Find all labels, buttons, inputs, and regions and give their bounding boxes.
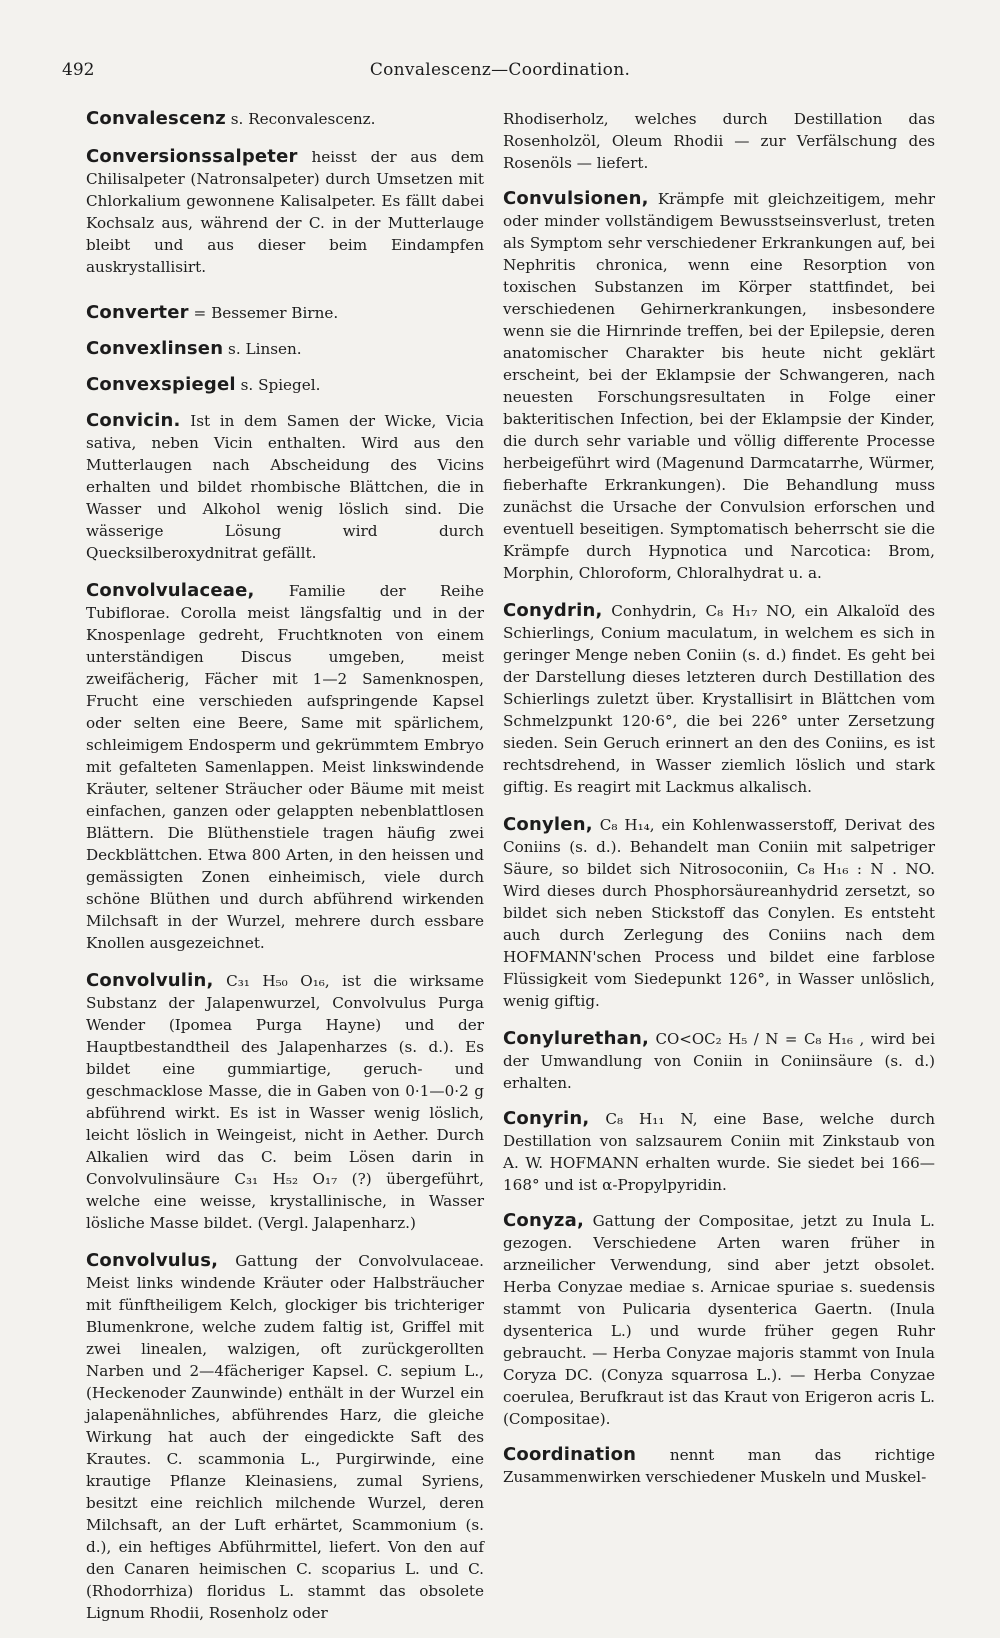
entry-text: CO<OC₂ H₅ / N = C₈ H₁₆ , wird bei der Umwandlung von Coniin in Coniinsäure (s. d.) erhalten. xyxy=(503,1030,935,1092)
entry-convicin xyxy=(86,410,484,564)
entry-text: s. Reconvalescenz. xyxy=(225,110,376,128)
entry-conyza xyxy=(503,1210,935,1430)
entry-conylurethan xyxy=(503,1028,935,1094)
entry-text: C₃₁ H₅₀ O₁₆, ist die wirksame Substanz der Jalapenwurzel, Convolvulus Purga Wender (Ipomea Purga Hayne) und der Hauptbestandtheil des Jalapenharzes (s. d.). Es bildet eine gummiartige, geruch- und geschmacklose Masse, die in Gaben von 0·1—0·2 g abführend wirkt. Es ist in Wasser wenig löslich, leicht löslich in Weingeist, nicht in Aether. Durch Alkalien wird das C. beim Lösen darin in Convolvulinsäure C₃₁ H₅₂ O₁₇ (?) übergeführt, welche eine weisse, krystallinische, in Wasser lösliche Masse bildet. (Vergl. Jalapenharz.) xyxy=(86,972,484,1232)
entry-text: Krämpfe mit gleichzeitigem, mehr oder minder vollständigem Bewusstseinsverlust, treten als Symptom sehr verschiedener Erkrankungen auf, bei Nephritis chronica, wenn eine Resorption von toxischen Substanzen im Körper stattfindet, bei verschiedenen Gehirnerkrankungen, insbesondere wenn sie die Hirnrinde treffen, bei der Epilepsie, deren anatomischer Charakter bis heute nicht geklärt erscheint, bei der Eklampsie der Schwangeren, nach neuesten Forschungsresultaten in Folge einer bakteritischen Infection, bei der Eklampsie der Kinder, die durch sehr variable und völlig differente Processe herbeigeführt wird (Magenund Darmcatarrhe, Würmer, fieberhafte Erkrankungen). Die Behandlung muss zunächst die Ursache der Convulsion erforschen und eventuell beseitigen. Symptomatisch beherrscht sie die Krämpfe durch Hypnotica und Narcotica: Brom, Morphin, Chloroform, Chloralhydrat u. a. xyxy=(503,190,935,582)
headword: Convulsionen, xyxy=(503,188,649,209)
entry-convexlinsen xyxy=(86,338,484,360)
headword: Convolvulaceae, xyxy=(86,580,255,601)
running-title: Convalescenz—Coordination. xyxy=(369,60,631,80)
entry-text: C₈ H₁₁ N, eine Base, welche durch Destillation von salzsaurem Coniin mit Zinkstaub von A. W. HOFMANN erhalten wurde. Sie siedet bei 166—168° und ist α-Propylpyridin. xyxy=(503,1110,935,1194)
entry-text: s. Linsen. xyxy=(223,340,302,358)
page-number: 492 xyxy=(62,60,95,80)
entry-text: heisst der aus dem Chilisalpeter (Natronsalpeter) durch Umsetzen mit Chlorkalium gewonnene Kalisalpeter. Es fällt dabei Kochsalz aus, während der C. in der Mutterlauge bleibt und aus dieser beim Eindampfen auskrystallisirt. xyxy=(86,148,484,276)
entry-text: = Bessemer Birne. xyxy=(188,304,339,322)
headword: Converter xyxy=(86,302,189,323)
headword: Convicin. xyxy=(86,410,181,431)
headword: Conylen, xyxy=(503,814,593,835)
headword: Convexlinsen xyxy=(86,338,224,359)
entry-conylen xyxy=(503,814,935,1012)
headword: Convalescenz xyxy=(86,108,226,129)
headword: Conyrin, xyxy=(503,1108,590,1129)
entry-text: Familie der Reihe Tubiflorae. Corolla meist längsfaltig und in der Knospenlage gedreht, Fruchtknoten von einem unterständigen Discus umgeben, meist zweifächerig, Fächer mit 1—2 Samenknospen, Frucht eine verschieden aufspringende Kapsel oder selten eine Beere, Same mit spärlichem, schleimigem Endosperm und gekrümmtem Embryo mit gefalteten Samenlappen. Meist linkswindende Kräuter, seltener Sträucher oder Bäume mit meist einfachen, ganzen oder gelappten nebenblattlosen Blättern. Die Blüthenstiele tragen häufig zwei Deckblättchen. Etwa 800 Arten, in den heissen und gemässigten Zonen einheimisch, viele durch schöne Blüthen und durch abführend wirkenden Milchsaft in der Wurzel, mehrere durch essbare Knollen ausgezeichnet. xyxy=(86,582,484,952)
headword: Convexspiegel xyxy=(86,374,236,395)
page-header xyxy=(0,60,1000,86)
left-column xyxy=(86,108,484,1638)
entry-convexspiegel xyxy=(86,374,484,396)
entry-text: C₈ H₁₄, ein Kohlenwasserstoff, Derivat des Coniins (s. d.). Behandelt man Coniin mit salpetriger Säure, so bildet sich Nitrosoconiin, C₈ H₁₆ : N . NO. Wird dieses durch Phosphorsäureanhydrid zersetzt, so bildet sich neben Stickstoff das Conylen. Es entsteht auch durch Zerlegung des Coniins nach dem HOFMANN'schen Process und bildet eine farblose Flüssigkeit vom Siedepunkt 126°, in Wasser unlöslich, wenig giftig. xyxy=(503,816,935,1010)
entry-conversionssalpeter xyxy=(86,146,484,278)
entry-convolvulin xyxy=(86,970,484,1234)
entry-converter xyxy=(86,302,484,324)
entry-coordination xyxy=(503,1444,935,1488)
entry-text: Rhodiserholz, welches durch Destillation das Rosenholzöl, Oleum Rhodii — zur Verfälschung des Rosenöls — liefert. xyxy=(503,110,935,172)
headword: Convolvulin, xyxy=(86,970,214,991)
entry-convolvulaceae xyxy=(86,580,484,954)
headword: Convolvulus, xyxy=(86,1250,219,1271)
headword: Conversionssalpeter xyxy=(86,146,298,167)
headword: Conydrin, xyxy=(503,600,603,621)
entry-text: Gattung der Compositae, jetzt zu Inula L. gezogen. Verschiedene Arten waren früher in arzneilicher Verwendung, sind aber jetzt obsolet. Herba Conyzae mediae s. Arnicae spuriae s. suedensis stammt von Pulicaria dysenterica Gaertn. (Inula dysenterica L.) und wurde früher gegen Ruhr gebraucht. — Herba Conyzae majoris stammt von Inula Coryza DC. (Conyza squarrosa L.). — Herba Conyzae coerulea, Berufkraut ist das Kraut von Erigeron acris L. (Compositae). xyxy=(503,1212,935,1428)
entry-convulsionen xyxy=(503,188,935,584)
entry-text: nennt man das richtige Zusammenwirken verschiedener Muskeln und Muskel- xyxy=(503,1446,935,1486)
entry-text: Conhydrin, C₈ H₁₇ NO, ein Alkaloïd des Schierlings, Conium maculatum, in welchem es sich in geringer Menge neben Coniin (s. d.) findet. Es geht bei der Darstellung dieses letzteren durch Destillation des Schierlings zuletzt über. Krystallisirt in Blättchen vom Schmelzpunkt 120·6°, die bei 226° unter Zersetzung sieden. Sein Geruch erinnert an den des Coniins, es ist rechtsdrehend, in Wasser ziemlich löslich und stark giftig. Es reagirt mit Lackmus alkalisch. xyxy=(503,602,935,796)
entry-convalescenz xyxy=(86,108,484,130)
entry-text: Ist in dem Samen der Wicke, Vicia sativa, neben Vicin enthalten. Wird aus den Mutterlaugen nach Abscheidung des Vicins erhalten und bildet rhombische Blättchen, die in Wasser und Alkohol wenig löslich sind. Die wässerige Lösung wird durch Quecksilberoxydnitrat gefällt. xyxy=(86,412,484,562)
entry-convolvulus xyxy=(86,1250,484,1624)
entry-text: Gattung der Convolvulaceae. Meist links windende Kräuter oder Halbsträucher mit fünftheiligem Kelch, glockiger bis trichteriger Blumenkrone, welche zudem faltig ist, Griffel mit zwei linealen, walzigen, oft zurückgerollten Narben und 2—4fächeriger Kapsel. C. sepium L., (Heckenoder Zaunwinde) enthält in der Wurzel ein jalapenähnliches, abführendes Harz, die gleiche Wirkung hat auch der eingedickte Saft des Krautes. C. scammonia L., Purgirwinde, eine krautige Pflanze Kleinasiens, zumal Syriens, besitzt eine reichlich milchende Wurzel, deren Milchsaft, an der Luft erhärtet, Scammonium (s. d.), ein heftiges Abführmittel, liefert. Von den auf den Canaren heimischen C. scoparius L. und C. (Rhodorrhiza) floridus L. stammt das obsolete Lignum Rhodii, Rosenholz oder xyxy=(86,1252,484,1622)
right-column xyxy=(503,108,935,1502)
headword: Conyza, xyxy=(503,1210,584,1231)
entry-conyrin xyxy=(503,1108,935,1196)
headword: Conylurethan, xyxy=(503,1028,650,1049)
entry-continuation xyxy=(503,108,935,174)
headword: Coordination xyxy=(503,1444,637,1465)
entry-text: s. Spiegel. xyxy=(235,376,321,394)
entry-conydrin xyxy=(503,600,935,798)
